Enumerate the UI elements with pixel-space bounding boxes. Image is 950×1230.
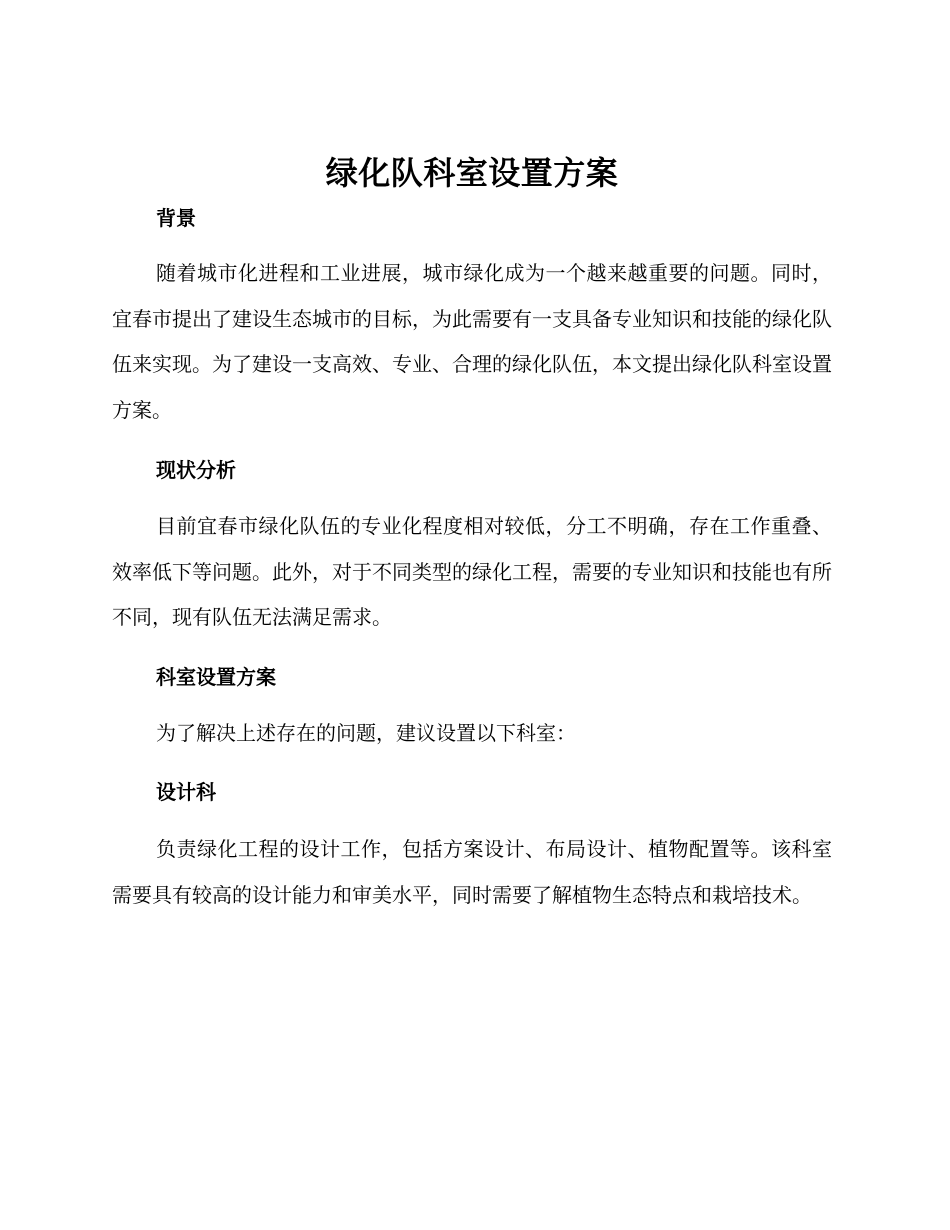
section-heading-department-plan: 科室设置方案 xyxy=(156,664,276,689)
section-paragraph-design-department: 负责绿化工程的设计工作，包括方案设计、布局设计、植物配置等。该科室需要具有较高的设计能力和审美水平，同时需要了解植物生态特点和栽培技术。 xyxy=(112,837,832,907)
section-paragraph-status-analysis: 目前宜春市绿化队伍的专业化程度相对较低，分工不明确，存在工作重叠、效率低下等问题。此外，对于不同类型的绿化工程，需要的专业知识和技能也有所不同，现有队伍无法满足需求。 xyxy=(112,514,832,629)
section-paragraph-background: 随着城市化进程和工业进展，城市绿化成为一个越来越重要的问题。同时，宜春市提出了建设生态城市的目标，为此需要有一支具备专业知识和技能的绿化队伍来实现。为了建设一支高效、专业、合理的绿化队伍，本文提出绿化队科室设置方案。 xyxy=(112,261,832,422)
section-paragraph-department-plan: 为了解决上述存在的问题，建议设置以下科室： xyxy=(156,720,576,745)
document-title: 绿化队科室设置方案 xyxy=(325,154,619,192)
section-heading-background: 背景 xyxy=(156,206,196,230)
section-heading-design-department: 设计科 xyxy=(156,780,216,804)
section-heading-status-analysis: 现状分析 xyxy=(156,458,236,482)
